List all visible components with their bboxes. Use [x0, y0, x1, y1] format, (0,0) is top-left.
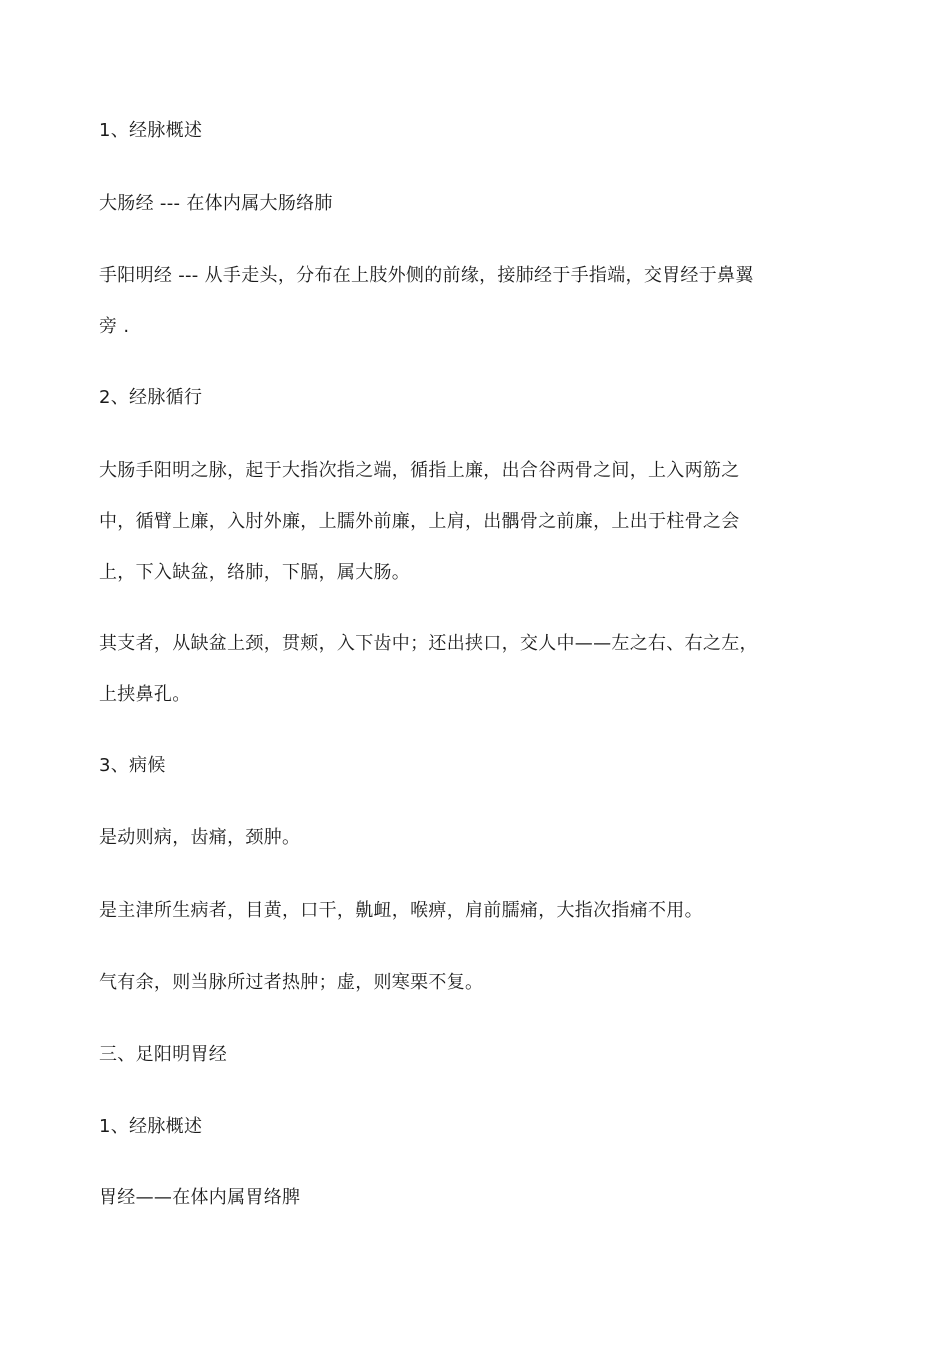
chapter-heading-stomach-meridian: 三、足阳明胃经	[99, 1044, 228, 1065]
paragraph-pathway-line-1: 大肠手阳明之脉，起于大指次指之端，循指上廉，出合谷两骨之间，上入两筋之	[99, 460, 740, 481]
paragraph-large-intestine-meridian: 大肠经 --- 在体内属大肠络肺	[99, 193, 333, 214]
paragraph-pathway-line-2: 中，循臂上廉，入肘外廉，上臑外前廉，上肩，出髃骨之前廉，上出于柱骨之会	[99, 511, 740, 532]
section-heading-symptoms: 3、病候	[99, 755, 166, 776]
paragraph-hand-yangming-line-2: 旁 .	[99, 316, 130, 337]
section-heading-meridian-overview: 1、经脉概述	[99, 120, 203, 141]
paragraph-pathway-line-3: 上，下入缺盆，络肺，下膈，属大肠。	[99, 562, 411, 583]
section-heading-meridian-overview-2: 1、经脉概述	[99, 1116, 203, 1137]
paragraph-branch-line-1: 其支者，从缺盆上颈，贯颊，入下齿中；还出挟口，交人中——左之右、右之左，	[99, 633, 758, 654]
paragraph-branch-line-2: 上挟鼻孔。	[99, 684, 191, 705]
paragraph-symptoms-motion: 是动则病，齿痛，颈肿。	[99, 827, 301, 848]
paragraph-symptoms-fluids: 是主津所生病者，目黄，口干，鼽衄，喉痹，肩前臑痛，大指次指痛不用。	[99, 900, 703, 921]
paragraph-symptoms-excess: 气有余，则当脉所过者热肿；虚，则寒栗不复。	[99, 972, 484, 993]
section-heading-meridian-pathway: 2、经脉循行	[99, 387, 203, 408]
paragraph-stomach-meridian: 胃经——在体内属胃络脾	[99, 1187, 301, 1208]
paragraph-hand-yangming-line-1: 手阳明经 --- 从手走头，分布在上肢外侧的前缘，接肺经于手指端，交胃经于鼻翼	[99, 265, 754, 286]
